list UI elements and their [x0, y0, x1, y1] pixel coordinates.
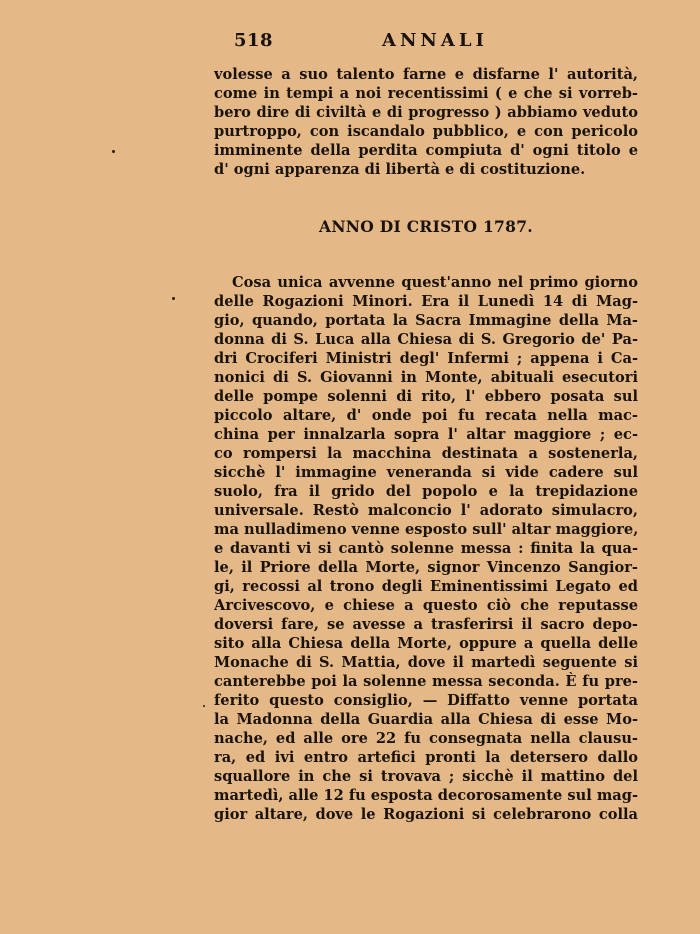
text-line: imminente della perdita compiuta d' ogni titolo e — [214, 142, 638, 159]
text-line: canterebbe poi la solenne messa seconda. È fu pre- — [214, 673, 638, 690]
text-line: ra, ed ivi entro artefici pronti la detersero dallo — [214, 749, 638, 766]
text-line: Arcivescovo, e chiese a questo ciò che reputasse — [214, 597, 638, 614]
text-line: dri Crociferi Ministri degl' Infermi ; appena i Ca- — [214, 350, 638, 367]
text-line: sicchè l' immagine veneranda si vide cadere sul — [214, 464, 638, 481]
text-line: Cosa unica avvenne quest'anno nel primo giorno — [232, 274, 638, 291]
text-line: come in tempi a noi recentissimi ( e che si vorreb- — [214, 85, 638, 102]
text-line: sito alla Chiesa della Morte, oppure a quella delle — [214, 635, 638, 652]
text-line: gi, recossi al trono degli Eminentissimi Legato ed — [214, 578, 638, 595]
text-line: nache, ed alle ore 22 fu consegnata nella clausu- — [214, 730, 638, 747]
text-line: ferito questo consiglio, — Diffatto venne portata — [214, 692, 638, 709]
running-head: ANNALI — [382, 30, 488, 51]
intro-paragraph — [214, 65, 638, 179]
text-line: universale. Restò malconcio l' adorato simulacro, — [214, 502, 638, 519]
text-line: delle pompe solenni di rito, l' ebbero posata sul — [214, 388, 638, 405]
text-line: gio, quando, portata la Sacra Immagine della Ma- — [214, 312, 638, 329]
text-line: doversi fare, se avesse a trasferirsi il sacro depo- — [214, 616, 638, 633]
text-line: purtroppo, con iscandalo pubblico, e con pericolo — [214, 123, 638, 140]
section-heading: ANNO DI CRISTO 1787. — [319, 217, 533, 236]
text-line: gior altare, dove le Rogazioni si celebrarono colla — [214, 806, 638, 823]
text-line: piccolo altare, d' onde poi fu recata nella mac- — [214, 407, 638, 424]
text-line: le, il Priore della Morte, signor Vincenzo Sangior- — [214, 559, 638, 576]
print-speck — [112, 150, 115, 153]
text-line: la Madonna della Guardia alla Chiesa di esse Mo- — [214, 711, 638, 728]
page-number: 518 — [234, 30, 274, 51]
text-line: delle Rogazioni Minori. Era il Lunedì 14 di Mag- — [214, 293, 638, 310]
text-line: e davanti vi si cantò solenne messa : finita la qua- — [214, 540, 638, 557]
page-header — [212, 30, 638, 56]
text-line: volesse a suo talento farne e disfarne l' autorità, — [214, 66, 638, 83]
text-line: martedì, alle 12 fu esposta decorosamente sul mag- — [214, 787, 638, 804]
text-line: bero dire di civiltà e di progresso ) abbiamo veduto — [214, 104, 638, 121]
text-line: ma nulladimeno venne esposto sull' altar maggiore, — [214, 521, 638, 538]
text-line: Monache di S. Mattia, dove il martedì seguente si — [214, 654, 638, 671]
text-line: suolo, fra il grido del popolo e la trepidazione — [214, 483, 638, 500]
main-paragraph — [214, 273, 638, 824]
text-line: nonici di S. Giovanni in Monte, abituali esecutori — [214, 369, 638, 386]
text-line: china per innalzarla sopra l' altar maggiore ; ec- — [214, 426, 638, 443]
print-speck — [172, 297, 175, 300]
text-line: co rompersi la macchina destinata a sostenerla, — [214, 445, 638, 462]
text-line: squallore in che si trovava ; sicchè il mattino del — [214, 768, 638, 785]
print-speck — [203, 705, 205, 707]
text-line: d' ogni apparenza di libertà e di costituzione. — [214, 161, 586, 178]
text-line: donna di S. Luca alla Chiesa di S. Gregorio de' Pa- — [214, 331, 638, 348]
